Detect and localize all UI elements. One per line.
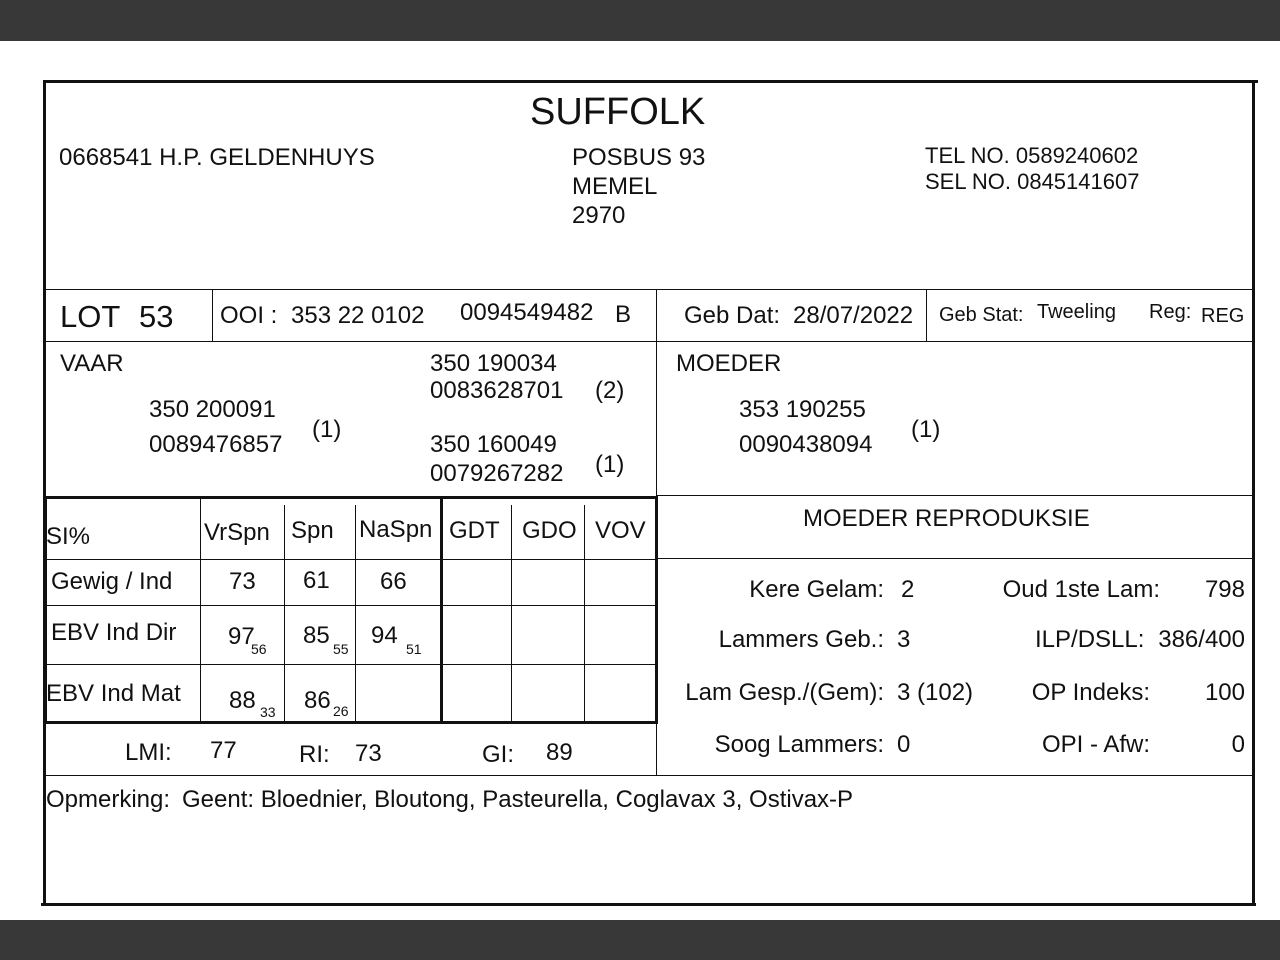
lambs-weaned-value: 3 (102) <box>897 679 974 706</box>
column-header-spn: Spn <box>291 517 334 544</box>
divider-date-status <box>926 289 927 341</box>
ri-label: RI: <box>299 741 330 768</box>
sire-dam-reg: 0079267282 <box>430 460 564 487</box>
op-index-label: OP Indeks: <box>1031 679 1150 706</box>
ewe-label: OOI : <box>220 302 278 329</box>
divider-remarks <box>46 775 1252 776</box>
ebv-direct-vrspn-accuracy: 56 <box>251 641 267 657</box>
card-border-right <box>1252 80 1255 906</box>
divider-lot-ooi <box>212 289 213 341</box>
ewe-id: 353 22 0102 <box>291 302 425 329</box>
grid-mid-thick <box>440 496 443 724</box>
lambs-born-label: Lammers Geb.: <box>718 626 884 653</box>
sire-label: VAAR <box>60 350 124 377</box>
dam-id: 353 190255 <box>739 396 866 423</box>
grid-col-3 <box>355 505 356 722</box>
tel-number: TEL NO. 0589240602 <box>925 143 1139 168</box>
bottom-frame-bar <box>0 920 1280 960</box>
age-first-lamb-label: Oud 1ste Lam: <box>1002 576 1160 603</box>
grid-col-2 <box>284 505 285 722</box>
ebv-direct-spn-accuracy: 55 <box>333 641 349 657</box>
sire-sire-generation: (2) <box>595 377 625 404</box>
ebv-maternal-spn: 86 <box>304 687 331 714</box>
row-label-ebv-maternal: EBV Ind Mat <box>46 680 181 707</box>
dam-reg: 0090438094 <box>739 431 873 458</box>
ebv-direct-naspn: 94 <box>371 622 398 649</box>
sire-dam-generation: (1) <box>595 451 625 478</box>
ebv-direct-spn: 85 <box>303 622 330 649</box>
dam-label: MOEDER <box>676 350 782 377</box>
sire-reg: 0089476857 <box>149 431 283 458</box>
column-header-naspn: NaSpn <box>359 516 433 543</box>
divider-pedigree-right <box>657 495 1252 496</box>
top-frame-bar <box>0 0 1280 41</box>
ewe-reg-number: 0094549482 <box>460 299 594 326</box>
lmi-label: LMI: <box>125 739 172 766</box>
grid-col-6 <box>584 505 585 722</box>
birth-status: Tweeling <box>1037 301 1116 323</box>
nursing-lambs-value: 0 <box>897 731 911 758</box>
grid-col-5 <box>511 505 512 722</box>
lambing-count-label: Kere Gelam: <box>749 576 884 603</box>
card-border-bottom <box>41 903 1256 906</box>
column-header-vov: VOV <box>595 517 646 544</box>
birth-status-label: Geb Stat: <box>939 304 1024 326</box>
birth-date: 28/07/2022 <box>793 302 914 329</box>
grid-col-1 <box>200 496 201 722</box>
opi-deviation-label: OPI - Afw: <box>1041 731 1150 758</box>
grid-row-3 <box>46 664 656 665</box>
birth-date-label: Geb Dat: <box>684 302 781 329</box>
divider-header <box>46 289 1252 290</box>
owner-name: 0668541 H.P. GELDENHUYS <box>59 144 375 171</box>
ebv-maternal-vrspn-accuracy: 33 <box>260 704 276 720</box>
gi-label: GI: <box>482 741 515 768</box>
breed-title: SUFFOLK <box>530 91 706 133</box>
weight-index-vrspn: 73 <box>229 568 256 595</box>
ilp-dsll-value: 386/400 <box>1158 626 1245 653</box>
ri-value: 73 <box>355 740 382 767</box>
ewe-grade: B <box>615 301 632 328</box>
dam-reproduction-title: MOEDER REPRODUKSIE <box>803 505 1090 532</box>
lot-number: 53 <box>139 299 174 334</box>
registration-value: REG <box>1201 305 1245 327</box>
row-label-ebv-direct: EBV Ind Dir <box>51 619 177 646</box>
sire-generation: (1) <box>312 416 342 443</box>
remarks-text: Geent: Bloednier, Bloutong, Pasteurella, Coglavax 3, Ostivax-P <box>182 786 854 813</box>
grid-bottom-thick <box>44 721 658 724</box>
cell-number: SEL NO. 0845141607 <box>925 169 1140 194</box>
dam-generation: (1) <box>911 416 941 443</box>
sire-sire-reg: 0083628701 <box>430 377 564 404</box>
address-postcode: 2970 <box>572 202 626 229</box>
divider-lot-row <box>46 341 1252 342</box>
card-border-top <box>43 80 1258 83</box>
column-header-gdt: GDT <box>449 517 500 544</box>
gi-value: 89 <box>546 739 573 766</box>
age-first-lamb-value: 798 <box>1204 576 1245 603</box>
sire-dam-id: 350 160049 <box>430 431 557 458</box>
nursing-lambs-label: Soog Lammers: <box>714 731 884 758</box>
grid-row-2 <box>46 605 656 606</box>
lambs-weaned-label: Lam Gesp./(Gem): <box>685 679 884 706</box>
weight-index-naspn: 66 <box>380 568 407 595</box>
registration-label: Reg: <box>1149 301 1192 323</box>
lot-label: LOT <box>60 299 121 334</box>
ebv-maternal-vrspn: 88 <box>229 687 256 714</box>
remarks-label: Opmerking: <box>46 786 171 813</box>
row-label-weight-index: Gewig / Ind <box>51 568 173 595</box>
si-percent-label: SI% <box>46 523 91 550</box>
column-header-vrspn: VrSpn <box>204 519 270 546</box>
card-border-left <box>43 80 46 906</box>
lambing-count-value: 2 <box>901 576 915 603</box>
lmi-value: 77 <box>210 737 237 764</box>
weight-index-spn: 61 <box>303 567 330 594</box>
divider-pedigree-left <box>46 496 658 499</box>
sire-sire-id: 350 190034 <box>430 350 557 377</box>
divider-repro-title <box>657 558 1252 559</box>
ebv-maternal-spn-accuracy: 26 <box>333 703 349 719</box>
ilp-dsll-label: ILP/DSLL: <box>1035 626 1145 653</box>
ebv-direct-naspn-accuracy: 51 <box>406 641 422 657</box>
lambs-born-value: 3 <box>897 626 911 653</box>
op-index-value: 100 <box>1204 679 1245 706</box>
column-header-gdo: GDO <box>522 517 577 544</box>
address-line-1: POSBUS 93 <box>572 144 706 171</box>
sire-id: 350 200091 <box>149 396 276 423</box>
ebv-direct-vrspn: 97 <box>228 623 255 650</box>
opi-deviation-value: 0 <box>1231 731 1245 758</box>
address-line-2: MEMEL <box>572 173 658 200</box>
grid-row-1 <box>46 559 656 560</box>
